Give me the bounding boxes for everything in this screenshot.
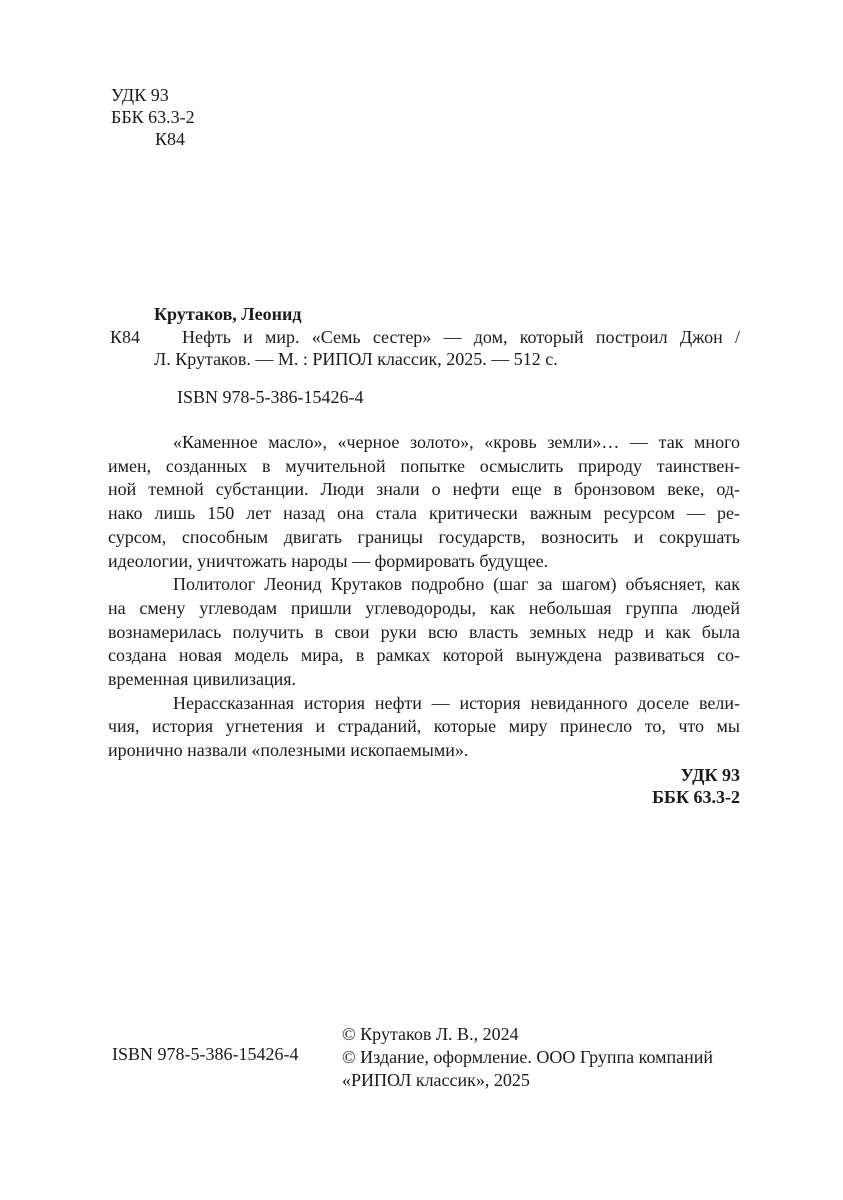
annotation-line: сурсом, способным двигать границы государств, возносить и сокрушать — [108, 526, 740, 547]
copyright-line-publisher: © Издание, оформление. ООО Группа компаний — [342, 1047, 714, 1067]
annotation-line: создана новая модель мира, в рамках которой вынуждена развиваться со- — [108, 645, 740, 666]
annotation-line: идеологии, уничтожать народы — формировать будущее. — [108, 550, 549, 571]
annotation-line: временная цивилизация. — [108, 669, 297, 690]
bib-author-sign: К84 — [110, 326, 141, 347]
annotation-block — [108, 431, 740, 763]
annotation-line: чия, история угнетения и страданий, которые миру принесло то, что мы — [108, 716, 740, 737]
bib-entry-line: Нефть и мир. «Семь сестер» — дом, который построил Джон / — [182, 326, 740, 347]
udk-code-top: УДК 93 — [111, 85, 169, 105]
bbk-code-top: ББК 63.3-2 — [111, 107, 195, 127]
copyright-block — [342, 1023, 713, 1092]
annotation-line: имен, созданных в мучительной попытке осмыслить природу таинствен- — [108, 455, 740, 476]
bbk-code-bottom: ББК 63.3-2 — [652, 787, 740, 807]
copyright-line-publisher-cont: «РИПОЛ классик», 2025 — [342, 1070, 530, 1090]
isbn-line: ISBN 978-5-386-15426-4 — [177, 387, 364, 407]
annotation-paragraph-3 — [108, 692, 740, 763]
annotation-paragraph-2 — [108, 573, 740, 692]
annotation-line: на смену углеводам пришли углеводороды, как небольшая группа людей — [108, 597, 740, 618]
udk-code-bottom: УДК 93 — [680, 765, 740, 785]
copyright-line-author: © Крутаков Л. В., 2024 — [342, 1024, 519, 1044]
annotation-line: «Каменное масло», «черное золото», «кровь земли»… — так много — [173, 432, 740, 452]
bib-author: Крутаков, Леонид — [154, 304, 302, 324]
top-classification-block — [111, 84, 195, 150]
bib-entry-line: Л. Крутаков. — М. : РИПОЛ классик, 2025. — 512 с. — [154, 349, 558, 369]
annotation-line: вознамерилась получить в свои руки всю власть земных недр и как была — [108, 621, 740, 642]
bib-entry — [110, 326, 740, 371]
annotation-paragraph-1 — [108, 431, 740, 573]
annotation-line: Политолог Леонид Крутаков подробно (шаг за шагом) объясняет, как — [173, 574, 740, 595]
bottom-classification-block — [652, 764, 740, 808]
bibliographic-description — [108, 303, 740, 371]
footer-isbn: ISBN 978-5-386-15426-4 — [112, 1044, 299, 1064]
annotation-line: иронично назвали «полезными ископаемыми». — [108, 740, 469, 761]
annotation-line: Нерассказанная история нефти — история невиданного доселе вели- — [173, 692, 740, 713]
author-sign-code-top: К84 — [155, 129, 186, 149]
annotation-line: ной темной субстанции. Люди знали о нефти еще в бронзовом веке, од- — [108, 479, 740, 500]
annotation-line: нако лишь 150 лет назад она стала критически важным ресурсом — ре- — [108, 503, 740, 524]
